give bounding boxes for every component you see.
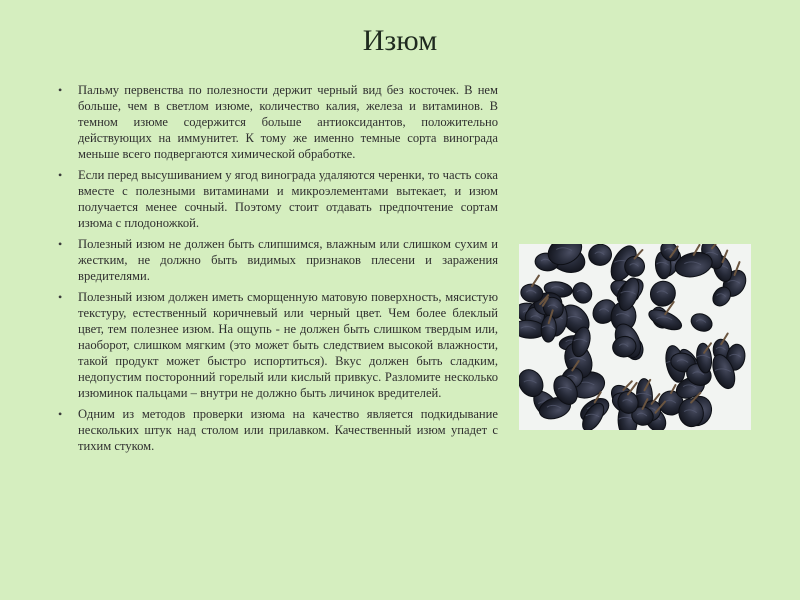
bullet-dot-icon: • bbox=[58, 237, 63, 251]
bullet-list bbox=[58, 82, 498, 459]
bullet-item bbox=[58, 236, 498, 284]
bullet-item bbox=[58, 289, 498, 401]
raisins-photo bbox=[519, 244, 751, 430]
bullet-item bbox=[58, 406, 498, 454]
raisins-image bbox=[519, 244, 751, 430]
bullet-item bbox=[58, 82, 498, 162]
bullet-text: Полезный изюм должен иметь сморщенную матовую поверхность, мясистую текстуру, естественный коричневый или черный цвет. Чем более блеклый цвет, тем полезнее изюм. На ощупь - не должен быть слишком твердым или, наоборот, слишком мягким (это может быть следствием высокой влажности, такой продукт может быстро испортиться). Вкус должен быть сладким, недопустим посторонний горелый или кислый привкус. Разломите несколько изюминок пальцами – внутри не должно быть личинок вредителей. bbox=[78, 290, 498, 400]
bullet-dot-icon: • bbox=[58, 407, 63, 421]
bullet-text: Полезный изюм не должен быть слипшимся, влажным или слишком сухим и жестким, не должно быть видимых признаков плесени и заражения вредителями. bbox=[78, 237, 498, 283]
bullet-dot-icon: • bbox=[58, 290, 63, 304]
bullet-dot-icon: • bbox=[58, 83, 63, 97]
bullet-dot-icon: • bbox=[58, 168, 63, 182]
bullet-text: Если перед высушиванием у ягод винограда удаляются черенки, то часть сока вместе с полезными витаминами и микроэлементами вытекает, и изюм получается менее сочный. Поэтому стоит отдавать предпочтение сортам изюма с плодоножкой. bbox=[78, 168, 498, 230]
bullet-text: Пальму первенства по полезности держит черный вид без косточек. В нем больше, чем в светлом изюме, количество калия, железа и витаминов. В темном изюме содержится больше антиоксидантов, положительно действующих на иммунитет. К тому же именно темные сорта винограда меньше всего подвергаются химической обработке. bbox=[78, 83, 498, 161]
slide-title: Изюм bbox=[362, 24, 438, 57]
bullet-text: Одним из методов проверки изюма на качество является подкидывание нескольких штук над столом или прилавком. Качественный изюм упадет с тихим стуком. bbox=[78, 407, 498, 453]
bullet-item bbox=[58, 167, 498, 231]
